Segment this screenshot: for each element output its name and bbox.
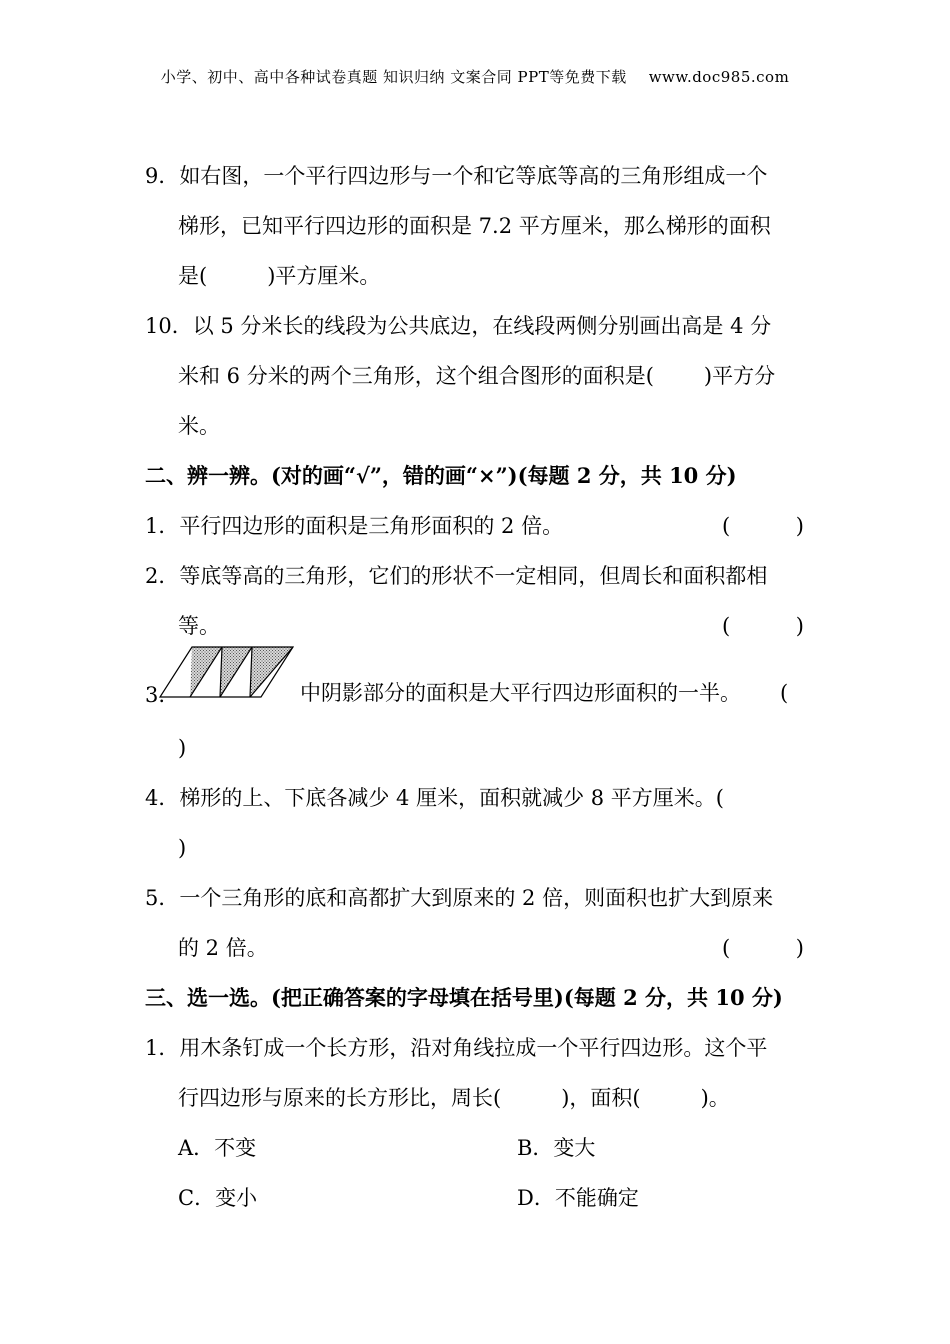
option-c[interactable]: C．变小	[178, 1186, 258, 1210]
s2-item-3-text: 中阴影部分的面积是大平行四边形面积的一半。	[300, 681, 741, 705]
page-header	[0, 66, 950, 87]
section3-title: 三、选一选。(把正确答案的字母填在括号里)(每题 2 分，共 10 分)	[145, 985, 783, 1010]
q9-line-3-start: 是(	[178, 264, 208, 288]
s2-item-3-paren-close[interactable]: )	[178, 736, 187, 760]
header-site: www.doc985.com	[648, 68, 790, 86]
q9-line-2: 梯形，已知平行四边形的面积是 7.2 平方厘米，那么梯形的面积	[178, 214, 771, 238]
s2-item-2-line-1: 2．等底等高的三角形，它们的形状不一定相同，但周长和面积都相	[145, 564, 768, 588]
s2-item-5-line-1: 5．一个三角形的底和高都扩大到原来的 2 倍，则面积也扩大到原来	[145, 886, 774, 910]
q10-line-2-end: )平方分	[703, 364, 776, 388]
q10-line-1: 10．以 5 分米长的线段为公共底边，在线段两侧分别画出高是 4 分	[145, 314, 772, 338]
option-b[interactable]: B．变大	[517, 1136, 596, 1160]
q9-line-1: 9．如右图，一个平行四边形与一个和它等底等高的三角形组成一个	[145, 164, 768, 188]
s2-item-4-line-1: 4．梯形的上、下底各减少 4 厘米，面积就减少 8 平方厘米。(	[145, 786, 724, 810]
header-text: 小学、初中、高中各种试卷真题 知识归纳 文案合同 PPT等免费下载	[160, 68, 627, 86]
q9-line-3-end: )平方厘米。	[267, 264, 381, 288]
s2-item-2-line-2: 等。	[178, 614, 220, 638]
s2-item-3-number: 3.	[145, 683, 166, 707]
option-a[interactable]: A．不变	[178, 1136, 257, 1160]
q10-line-2	[178, 361, 805, 391]
s3-q1-line-2-part-2: )，面积(	[561, 1086, 641, 1110]
s2-item-3-paren-open[interactable]: (	[780, 681, 789, 705]
q10-line-3: 米。	[178, 414, 220, 438]
s2-item-1: 1．平行四边形的面积是三角形面积的 2 倍。	[145, 514, 564, 538]
exam-page: 小学、初中、高中各种试卷真题 知识归纳 文案合同 PPT等免费下载 www.doc985.com 9．如右图，一个平行四边形与一个和它等底等高的三角形组成一个 梯形，已知平行四边形的面积是 7.2 平方厘米，那么梯形的面积 是( )平方厘米。 10．以 5 分米长的线段为公共底边，在线段两侧分别画出高是 4 分 米和 6 分米的两个三角形，这个组合图形的面积是( )平方分 米。 二、辨一辨。(对的画“√”，错的画“×”)(每题 2 分，共 10 分) 1．平行四边形的面积是三角形面积的 2 倍。 ( ) 2．等底等高的三角形，它们的形状不一定相同，但周长和面积都相 等。 ( ) 3. 中阴影部分的面积是大平行四边形面积的一半。 ( ) 4．梯形的上、下底各减少 4 厘米，面积就减少 8 平方厘米。( ) 5．一个三角形的底和高都扩大到原来的 2 倍，则面积也扩大到原来 的 2 倍。 ( ) 三、选一选。(把正确答案的字母填在括号里)(每题 2 分，共 10 分) 1．用木条钉成一个长方形，沿对角线拉成一个平行四边形。这个平 行四边形与原来的长方形比，周长( )，面积( )。 A．不变 B．变大 C．变小 D．不能确定	[0, 0, 950, 1344]
q9-line-3	[178, 261, 805, 291]
s3-q1-line-1: 1．用木条钉成一个长方形，沿对角线拉成一个平行四边形。这个平	[145, 1036, 768, 1060]
parallelogram-shading-figure	[158, 644, 298, 700]
s2-item-5-line-2: 的 2 倍。	[178, 936, 268, 960]
section2-title: 二、辨一辨。(对的画“√”，错的画“×”)(每题 2 分，共 10 分)	[145, 463, 737, 488]
s3-q1-line-2-part-1: 行四边形与原来的长方形比，周长(	[178, 1086, 502, 1110]
q10-line-2-start: 米和 6 分米的两个三角形，这个组合图形的面积是(	[178, 364, 654, 388]
s3-q1-line-2	[178, 1083, 805, 1113]
s2-item-4-paren-close[interactable]: )	[178, 836, 187, 860]
option-d[interactable]: D．不能确定	[517, 1186, 639, 1210]
s3-q1-line-2-part-3: )。	[700, 1086, 730, 1110]
